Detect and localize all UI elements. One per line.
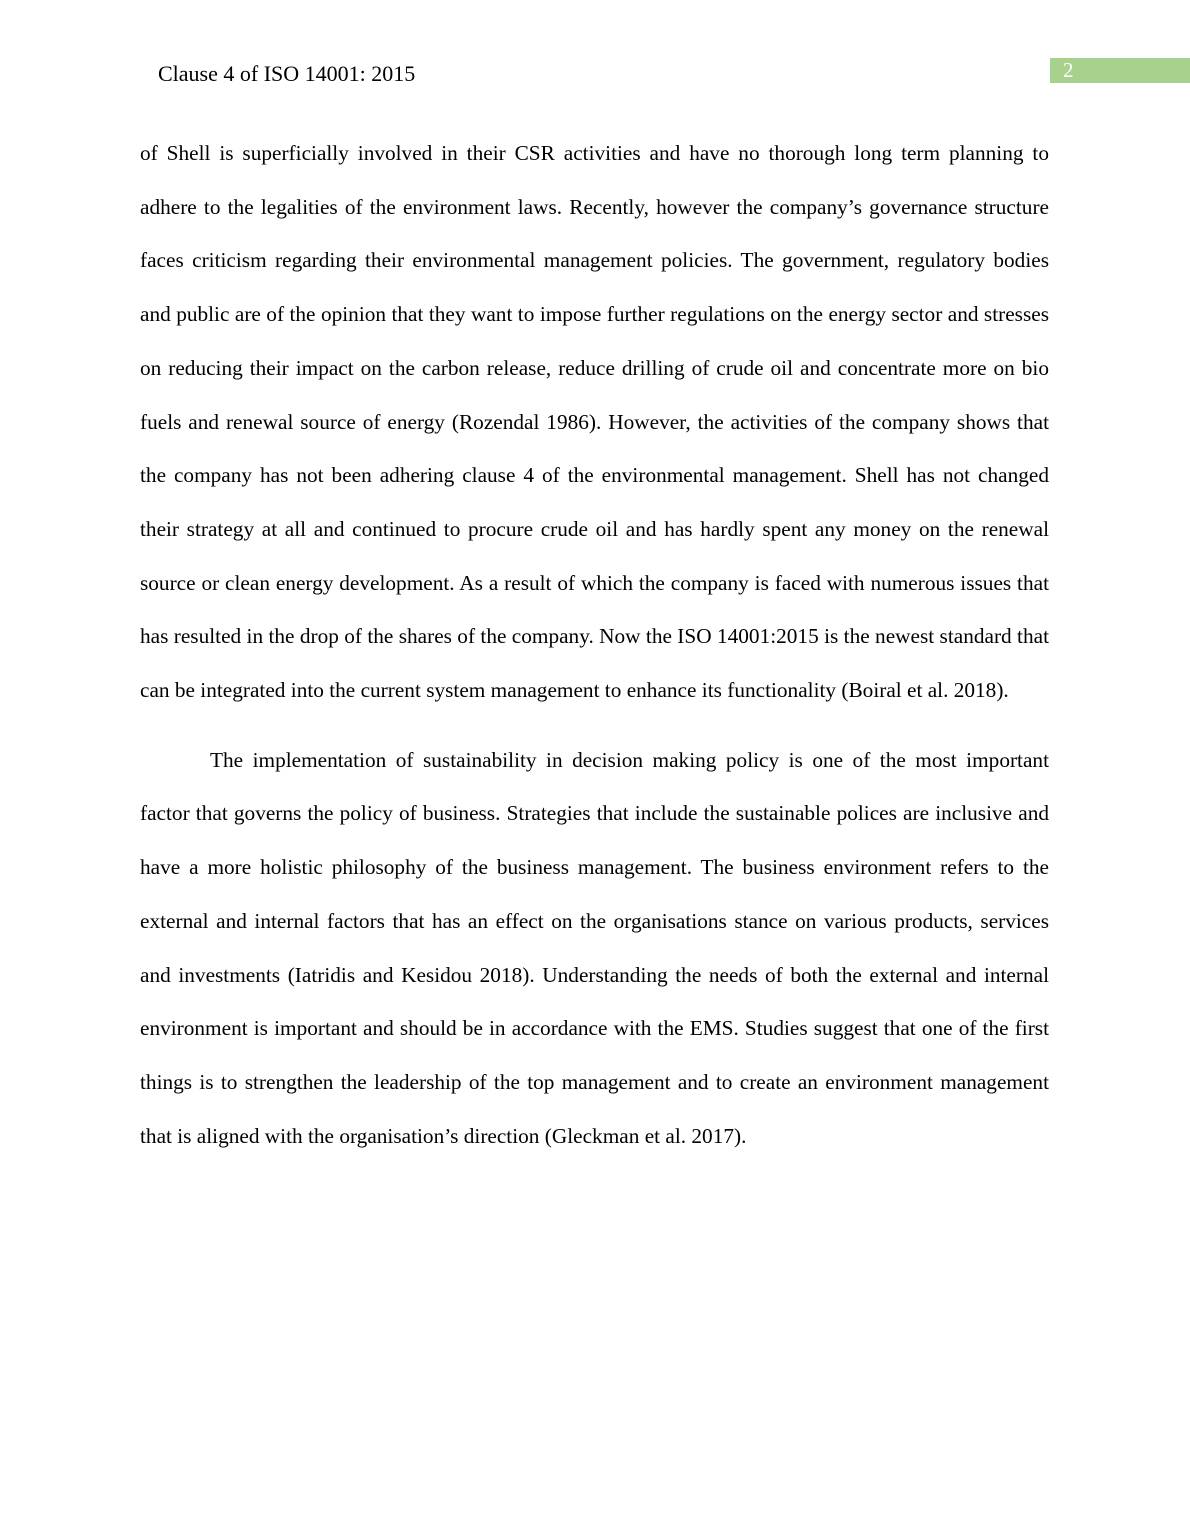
paragraph-2: The implementation of sustainability in decision making policy is one of the most important factor that governs the policy of business. Strategies that include the sustainable polices are inclusive and have a more holistic philosophy of the business management. The business environment refers to the external and internal factors that has an effect on the organisations stance on various products, services and investments (Iatridis and Kesidou 2018). Understanding the needs of both the external and internal environment is important and should be in accordance with the EMS. Studies suggest that one of the first things is to strengthen the leadership of the top management and to create an environment management that is aligned with the organisation’s direction (Gleckman et al. 2017). — [140, 747, 1049, 1148]
paragraph-1: of Shell is superficially involved in their CSR activities and have no thorough long term planning to adhere to the legalities of the environment laws. Recently, however the company’s governance structure faces criticism regarding their environmental management policies. The government, regulatory bodies and public are of the opinion that they want to impose further regulations on the energy sector and stresses on reducing their impact on the carbon release, reduce drilling of crude oil and concentrate more on bio fuels and renewal source of energy (Rozendal 1986). However, the activities of the company shows that the company has not been adhering clause 4 of the environmental management. Shell has not changed their strategy at all and continued to procure crude oil and has hardly spent any money on the renewal source or clean energy development. As a result of which the company is faced with numerous issues that has resulted in the drop of the shares of the company. Now the ISO 14001:2015 is the newest standard that can be integrated into the current system management to enhance its functionality (Boiral et al. 2018). — [140, 141, 1049, 703]
running-head: Clause 4 of ISO 14001: 2015 — [158, 61, 416, 86]
page-number: 2 — [1063, 58, 1074, 82]
page-number-badge — [1050, 58, 1190, 83]
body-text — [140, 127, 1049, 1163]
